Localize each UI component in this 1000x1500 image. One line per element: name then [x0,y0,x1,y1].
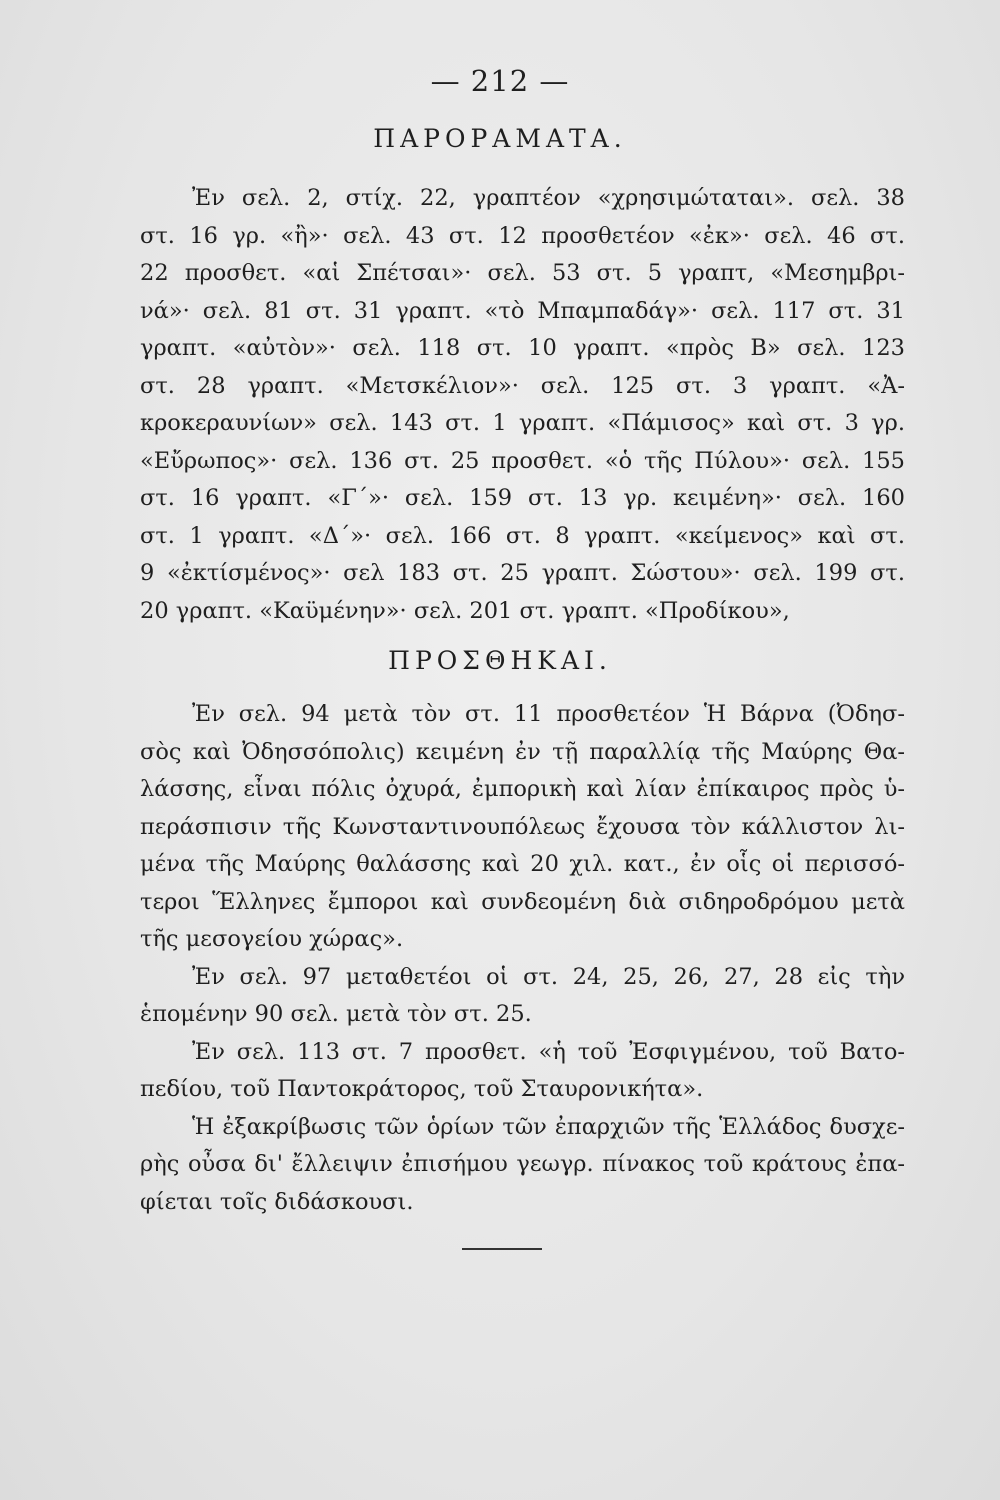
text-line: Ἐν σελ. 113 στ. 7 προσθετ. «ἡ τοῦ Ἐσφιγμένου, τοῦ Βατο- [192,1038,905,1065]
text-line: στ. 16 γραπτ. «Γ΄»· σελ. 159 στ. 13 γρ. κειμένη»· σελ. 160 [140,485,905,511]
text-line: στ. 16 γρ. «ἢ»· σελ. 43 στ. 12 προσθετέον «ἐκ»· σελ. 46 στ. [140,222,905,249]
text-line: νά»· σελ. 81 στ. 31 γραπτ. «τὸ Μπαμπαδάγ»· σελ. 117 στ. 31 [140,297,905,324]
text-line: τεροι Ἕλληνες ἔμποροι καὶ συνδεομένη διὰ σιδηροδρόμου μετὰ [140,888,905,915]
text-line: περάσπισιν τῆς Κωνσταντινουπόλεως ἔχουσα τὸν κάλλιστον λι- [140,813,905,840]
text-line: 20 γραπτ. «Καϋμένην»· σελ. 201 στ. γραπτ. «Προδίκου», [140,597,790,624]
text-line: κροκεραυνίων» σελ. 143 στ. 1 γραπτ. «Πάμισος» καὶ στ. 3 γρ. [140,410,905,436]
text-line: 9 «ἐκτίσμένος»· σελ 183 στ. 25 γραπτ. Σώστου»· σελ. 199 στ. [140,560,905,586]
text-line: Ἐν σελ. 94 μετὰ τὸν στ. 11 προσθετέον Ἡ Βάρνα (Ὀδησ- [192,701,905,727]
text-line: Ἡ ἐξακρίβωσις τῶν ὁρίων τῶν ἐπαρχιῶν τῆς Ἑλλάδος δυσχε- [192,1113,905,1140]
text-line: σὸς καὶ Ὀδησσόπολις) κειμένη ἐν τῇ παραλλίᾳ τῆς Μαύρης Θα- [140,738,905,765]
end-rule [462,1248,542,1250]
text-line: στ. 28 γραπτ. «Μετσκέλιον»· σελ. 125 στ. 3 γραπτ. «Ἀ- [140,372,905,399]
text-line: τῆς μεσογείου χώρας». [140,926,404,952]
text-line: Ἐν σελ. 2, στίχ. 22, γραπτέον «χρησιμώταται». σελ. 38 [192,185,905,211]
text-line: γραπτ. «αὐτὸν»· σελ. 118 στ. 10 γραπτ. «πρὸς Β» σελ. 123 [140,335,905,361]
text-line: μένα τῆς Μαύρης θαλάσσης καὶ 20 χιλ. κατ., ἐν οἷς οἱ περισσό- [140,851,905,877]
text-line: ρὴς οὖσα δι' ἔλλειψιν ἐπισήμου γεωγρ. πίνακος τοῦ κράτους ἐπα- [140,1151,905,1177]
additions-heading: ΠΡΟΣΘΗΚΑΙ. [388,646,612,675]
text-line: 22 προσθετ. «αἱ Σπέτσαι»· σελ. 53 στ. 5 γραπτ, «Μεσημβρι- [140,260,905,286]
page-number: — 212 — [430,64,570,98]
text-line: «Εὔρωπος»· σελ. 136 στ. 25 προσθετ. «ὁ τῆς Πύλου»· σελ. 155 [140,447,905,474]
text-line: φίεται τοῖς διδάσκουσι. [140,1188,414,1215]
text-line: πεδίου, τοῦ Παντοκράτορος, τοῦ Σταυρονικήτα». [140,1076,704,1102]
errata-heading: ΠΑΡΟΡΑΜΑΤΑ. [373,124,627,153]
text-line: λάσσης, εἶναι πόλις ὀχυρά, ἐμπορικὴ καὶ λίαν ἐπίκαιρος πρὸς ὑ- [140,776,905,802]
additions-text [140,696,905,1221]
text-line: Ἐν σελ. 97 μεταθετέοι οἱ στ. 24, 25, 26, 27, 28 εἰς τὴν [192,963,905,990]
errata-text [140,180,905,630]
text-line: ἑπομένην 90 σελ. μετὰ τὸν στ. 25. [140,1001,532,1027]
text-line: στ. 1 γραπτ. «Δ΄»· σελ. 166 στ. 8 γραπτ. «κείμενος» καὶ στ. [140,522,905,549]
